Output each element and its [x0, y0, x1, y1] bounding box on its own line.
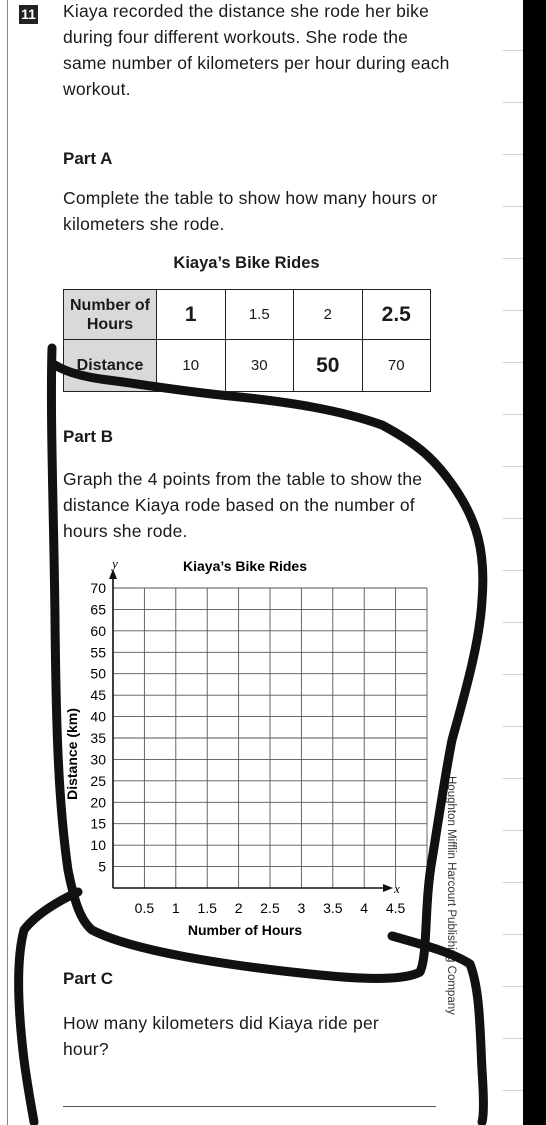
y-tick-label: 70 — [90, 580, 106, 596]
hours-cell-1[interactable]: 1 — [157, 290, 226, 340]
hours-cell-3: 2 — [294, 290, 363, 340]
x-tick-label: 3.5 — [323, 900, 343, 916]
x-tick-labels — [135, 900, 431, 916]
distance-cell-3[interactable]: 50 — [294, 340, 363, 392]
y-tick-label: 25 — [90, 772, 106, 789]
x-tick-label: 3 — [297, 900, 306, 916]
page-edge-ticks — [503, 0, 523, 1125]
distance-cell-2: 30 — [225, 340, 294, 392]
part-b-heading: Part B — [63, 427, 114, 446]
y-tick-label: 60 — [90, 622, 106, 639]
y-tick-label: 10 — [90, 837, 106, 854]
y-tick-label: 45 — [90, 687, 106, 704]
table-row-distance — [64, 340, 431, 392]
part-c-heading: Part C — [63, 969, 114, 988]
y-tick-label: 55 — [90, 644, 106, 661]
table-title: Kiaya’s Bike Rides — [173, 254, 320, 272]
graph-axes — [109, 569, 393, 892]
x-tick-label: 4.5 — [385, 900, 406, 916]
hours-cell-4[interactable]: 2.5 — [362, 290, 431, 340]
y-tick-label: 50 — [90, 665, 106, 682]
bike-rides-table — [63, 289, 431, 392]
question-number: 11 — [19, 5, 38, 24]
distance-graph[interactable] — [60, 552, 431, 942]
x-tick-label: 2 — [234, 900, 243, 916]
x-tick-label: 4 — [360, 900, 369, 916]
y-tick-label: 35 — [90, 730, 106, 746]
hours-cell-2: 1.5 — [225, 290, 294, 340]
graph-grid — [113, 588, 427, 888]
y-tick-label: 30 — [90, 751, 106, 768]
y-axis-letter: y — [112, 556, 118, 571]
y-tick-label: 15 — [90, 815, 106, 832]
x-axis-letter: x — [394, 881, 400, 896]
part-a-instruction: Complete the table to show how many hours or kilometers she rode. — [63, 188, 438, 234]
y-tick-label: 40 — [90, 708, 106, 725]
page-margin-line — [7, 0, 8, 1125]
x-tick-label: 2.5 — [260, 900, 280, 916]
x-tick-label: 0.5 — [134, 900, 155, 916]
x-tick-label: 5 — [423, 900, 431, 916]
part-c-question: How many kilometers did Kiaya ride per hour? — [63, 1013, 379, 1059]
answer-line[interactable] — [63, 1106, 436, 1107]
y-tick-labels — [90, 580, 106, 875]
question-prompt: Kiaya recorded the distance she rode her bike during four different workouts. She rode the same number of kilometers per hour during each workout. — [63, 1, 450, 99]
y-axis-label: Distance (km) — [64, 708, 80, 800]
row-header-hours: Number of Hours — [64, 290, 157, 340]
part-a-heading: Part A — [63, 149, 113, 168]
graph-title: Kiaya’s Bike Rides — [183, 558, 307, 574]
row-header-distance: Distance — [64, 340, 157, 392]
distance-cell-4: 70 — [362, 340, 431, 392]
x-tick-label: 1.5 — [197, 900, 217, 916]
y-tick-label: 20 — [90, 794, 106, 811]
distance-cell-1: 10 — [157, 340, 226, 392]
page-edge-shadow — [523, 0, 546, 1125]
y-tick-label: 5 — [98, 858, 106, 875]
x-axis-arrow — [383, 884, 393, 892]
table-row-hours — [64, 290, 431, 340]
x-tick-label: 1 — [171, 900, 180, 916]
copyright-notice: Houghton Mifflin Harcourt Publishing Company — [445, 776, 457, 1015]
y-tick-label: 65 — [90, 601, 106, 618]
part-b-instruction: Graph the 4 points from the table to show the distance Kiaya rode based on the number of hours she rode. — [63, 469, 423, 541]
x-axis-label: Number of Hours — [187, 922, 303, 938]
